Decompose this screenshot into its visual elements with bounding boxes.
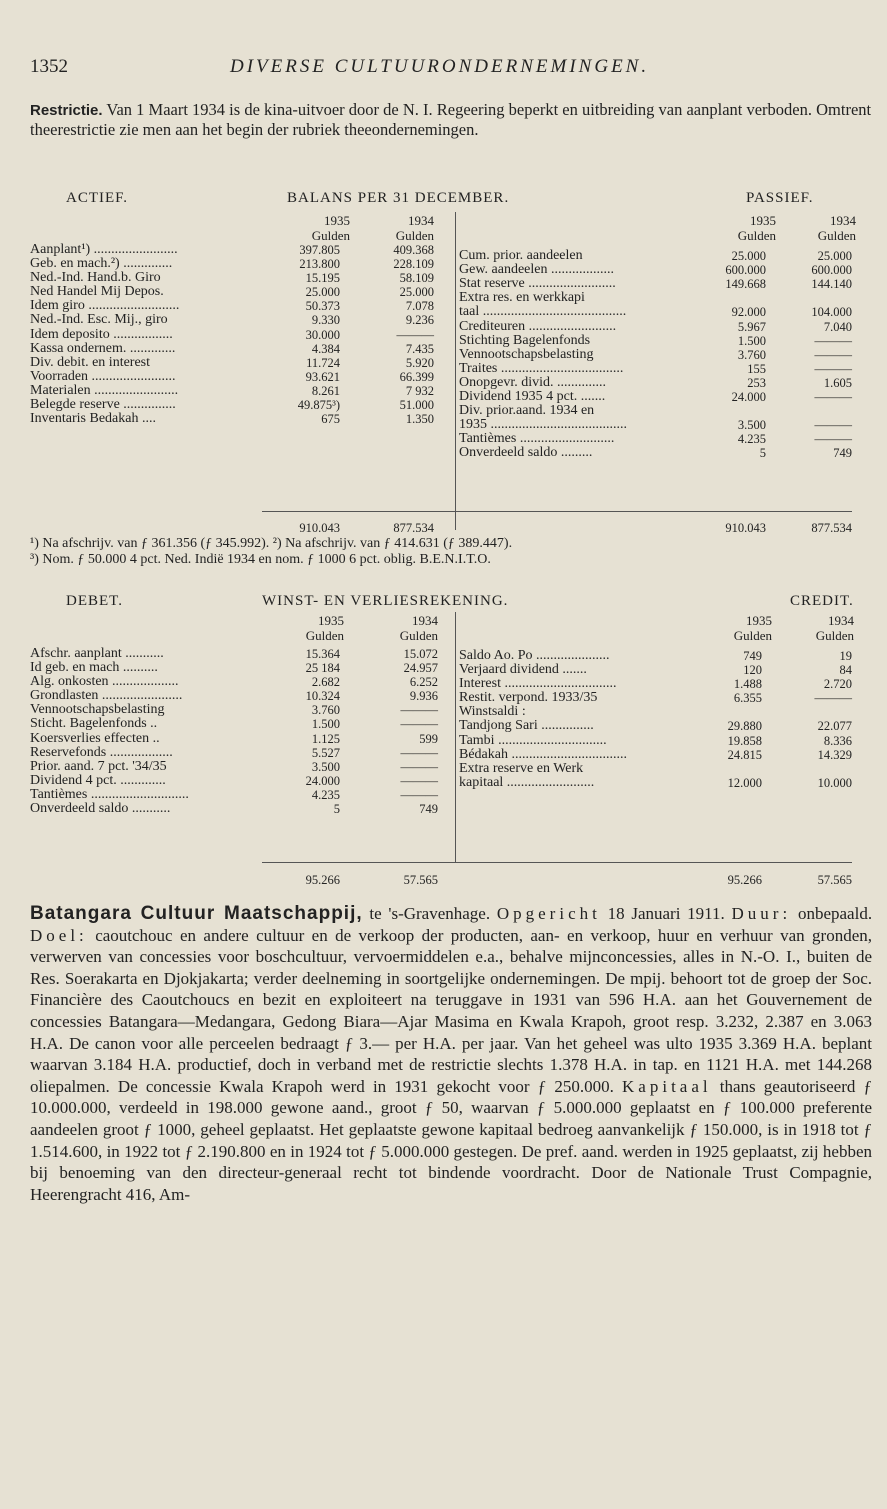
row-value-1934: 600.000 xyxy=(811,263,852,278)
table-row xyxy=(459,719,854,733)
row-value-1934: 228.109 xyxy=(393,257,434,272)
row-label: Traites ................................... xyxy=(459,360,624,376)
table-row xyxy=(30,243,435,257)
pl-credit-table xyxy=(459,649,854,790)
row-label: Restit. verpond. 1933/35 xyxy=(459,690,598,706)
table-row xyxy=(459,263,854,277)
row-value-1934: ——— xyxy=(400,703,438,718)
row-value-1934: 749 xyxy=(419,802,438,817)
table-row xyxy=(459,418,854,432)
row-value-1934: 15.072 xyxy=(403,647,438,661)
row-value-1935: 29.880 xyxy=(727,719,762,734)
row-value-1934: 84 xyxy=(839,663,852,678)
table-row xyxy=(459,691,854,705)
row-label: Extra res. en werkkapi xyxy=(459,290,585,306)
row-value-1935: 25.000 xyxy=(731,249,766,264)
row-value-1935: 24.000 xyxy=(731,390,766,405)
row-label: Ned Handel Mij Depos. xyxy=(30,284,164,300)
row-value-1934: 1.605 xyxy=(823,375,852,390)
row-label: Tandjong Sari ............... xyxy=(459,718,594,734)
row-value-1935: 92.000 xyxy=(731,305,766,320)
pl-left-col-1934: 1934 Gulden xyxy=(399,613,438,643)
row-value-1934: ——— xyxy=(814,361,852,376)
row-label: Idem deposito ................. xyxy=(30,326,173,342)
table-row xyxy=(459,277,854,291)
row-label: Inventaris Bedakah .... xyxy=(30,411,156,427)
table-row xyxy=(30,675,440,689)
row-value-1934: 8.336 xyxy=(823,733,852,748)
row-label: Alg. onkosten ................... xyxy=(30,674,179,690)
table-row xyxy=(459,432,854,446)
row-label: kapitaal ......................... xyxy=(459,774,595,790)
balance-left-col-1935: 1935 Gulden xyxy=(311,213,350,243)
row-label: Prior. aand. 7 pct. '34/35 xyxy=(30,758,167,774)
row-value-1934: 19 xyxy=(839,649,852,663)
table-row xyxy=(30,356,435,370)
company-name: Batangara Cultuur Maatschappij, xyxy=(30,903,363,924)
row-value-1935: 50.373 xyxy=(305,299,340,314)
row-value-1935: 3.760 xyxy=(737,347,766,362)
row-value-1935: 5 xyxy=(759,446,766,461)
row-value-1934: 24.957 xyxy=(403,661,438,676)
row-value-1935: 4.235 xyxy=(737,432,766,447)
doel-value: caoutchouc en andere cultuur en de verkoop der producten, aan- en verkoop, huur en verhuur van gronden, verwerven van concessies voor boschcultuur, vervoermiddelen e.a., behalve mijnconcessies, alles in N.-O. I., buiten de Res. Soerakarta en Djokjakarta; verder deelneming in soortgelijke ondernemingen. De mpij. behoort tot de groep der Soc. Financière des Caoutchoucs en bezit en exploiteert na teruggave in 1931 van 596 H.A. aan het Gouvernement de concessies Batangara—Medangara, Gedong Biara—Ajar Masima en Kwala Krapoh, groot resp. 3.232, 2.387 en 3.063 H.A. De canon voor alle perceelen bedraagt ƒ 3.— per H.A. per jaar. Van het geheel was ulto 1935 3.369 H.A. beplant waarvan 3.184 H.A. productief, doch in verband met de restrictie slechts 1.378 H.A. in tap. en 1121 H.A. met 144.268 oliepalmen. De concessie Kwala Krapoh werd in 1931 gekocht voor ƒ 250.000. xyxy=(30,925,872,1096)
page-number: 1352 xyxy=(30,56,68,77)
row-label: Vennootschapsbelasting xyxy=(30,702,165,718)
pl-right-total-1935: 95.266 xyxy=(727,873,762,887)
row-label: Bédakah ................................. xyxy=(459,746,627,762)
table-row xyxy=(30,746,440,760)
row-label: Voorraden ........................ xyxy=(30,368,176,384)
table-row xyxy=(459,748,854,762)
row-value-1934: 5.920 xyxy=(405,355,434,370)
row-value-1935: 12.000 xyxy=(727,775,762,790)
table-row xyxy=(30,732,440,746)
row-value-1935: 397.805 xyxy=(299,243,340,257)
row-value-1935: 1.500 xyxy=(737,333,766,348)
restrictie-text: Van 1 Maart 1934 is de kina-uitvoer door de N. I. Regeering beperkt en uitbreiding van aanplant verboden. Omtrent theerestrictie zie men aan het begin der rubriek theeondernemingen. xyxy=(30,100,872,139)
table-row xyxy=(459,677,854,691)
row-value-1935: 3.500 xyxy=(311,759,340,774)
pl-right-col-1934: 1934 Gulden xyxy=(815,613,854,643)
row-value-1935: 19.858 xyxy=(727,733,762,748)
balance-left-col-1934: 1934 Gulden xyxy=(395,213,434,243)
row-value-1934: 10.000 xyxy=(817,775,852,790)
row-label: Crediteuren ......................... xyxy=(459,318,617,334)
table-row xyxy=(459,348,854,362)
row-value-1935: 6.355 xyxy=(733,691,762,706)
row-value-1934: 9.236 xyxy=(405,313,434,328)
pl-divider xyxy=(455,612,456,862)
row-label: Tantièmes ........................... xyxy=(459,431,615,447)
pl-right-total-1934: 57.565 xyxy=(817,873,852,887)
row-value-1935: 4.235 xyxy=(311,787,340,802)
credit-title: CREDIT. xyxy=(790,593,854,609)
running-title: DIVERSE CULTUURONDERNEMINGEN. xyxy=(230,56,650,77)
table-row xyxy=(30,774,440,788)
row-value-1935: 15.364 xyxy=(305,647,340,661)
table-row xyxy=(30,370,435,384)
row-value-1934: 144.140 xyxy=(811,277,852,292)
balance-left-total-1934: 877.534 xyxy=(393,521,434,535)
row-label: Tambi ............................... xyxy=(459,732,607,748)
balance-left-total-1935: 910.043 xyxy=(299,521,340,535)
row-value-1934: 409.368 xyxy=(393,243,434,257)
table-row xyxy=(459,235,854,249)
pl-debet-table xyxy=(30,647,440,816)
row-label: Belegde reserve ............... xyxy=(30,397,176,413)
table-row xyxy=(30,285,435,299)
row-value-1934: ——— xyxy=(396,327,434,342)
row-value-1934: ——— xyxy=(814,691,852,706)
balance-right-total-1935: 910.043 xyxy=(725,521,766,535)
row-value-1934: ——— xyxy=(814,390,852,405)
balance-note-2: ³) Nom. ƒ 50.000 4 pct. Ned. Indië 1934 en nom. ƒ 1000 6 pct. oblig. B.E.N.I.T.O. xyxy=(30,552,491,567)
opgericht-value: 18 Januari 1911. xyxy=(607,904,725,923)
table-row xyxy=(30,271,435,285)
row-label: Verjaard dividend ....... xyxy=(459,662,587,678)
row-label: Aanplant¹) ........................ xyxy=(30,242,178,257)
balance-title: BALANS PER 31 DECEMBER. xyxy=(287,190,510,206)
pl-right-col-1935: 1935 Gulden xyxy=(733,613,772,643)
table-row xyxy=(30,412,435,426)
page-header xyxy=(30,56,860,86)
table-row xyxy=(30,802,440,816)
row-value-1934: 25.000 xyxy=(817,249,852,264)
row-label: Div. prior.aand. 1934 en xyxy=(459,403,595,419)
balance-actief-table xyxy=(30,243,435,426)
kapitaal-value: thans geautoriseerd ƒ 10.000.000, verdeeld in 198.000 gewone aand., groot ƒ 50, waarvan ƒ 5.000.000 geplaatst en ƒ 100.000 preferente aandeelen groot ƒ 1000, geheel geplaatst. Het geplaatste gewone kapitaal bedroeg aanvankelijk ƒ 150.000, is in 1918 tot ƒ 1.514.600, in 1922 tot ƒ 2.190.800 en in 1924 tot ƒ 5.000.000 gestegen. De pref. aand. werden in 1925 geplaatst, zij hebben bij benoeming van den directeur-generaal recht tot bindende voordracht. Door de Nationale Trust Compagnie, Heerengracht 416, Am- xyxy=(30,1076,873,1204)
row-label: Interest ................................ xyxy=(459,676,617,692)
row-label: taal ......................................... xyxy=(459,304,627,320)
duur-value: onbepaald. xyxy=(797,904,873,923)
row-value-1935: 15.195 xyxy=(305,271,340,286)
pl-left-col-1935: 1935 Gulden xyxy=(305,613,344,643)
row-value-1934: ——— xyxy=(400,745,438,760)
actief-title: ACTIEF. xyxy=(66,190,129,206)
row-value-1934: ——— xyxy=(400,717,438,732)
row-label: Koersverlies effecten .. xyxy=(30,730,160,746)
table-row xyxy=(30,398,435,412)
row-value-1935: 213.800 xyxy=(299,257,340,272)
table-row xyxy=(459,291,854,305)
table-row xyxy=(30,257,435,271)
row-value-1934: 25.000 xyxy=(399,285,434,300)
row-label: Geb. en mach.²) .............. xyxy=(30,256,173,272)
table-row xyxy=(30,328,435,342)
company-location: te 's-Gravenhage. xyxy=(369,904,491,923)
row-label: Dividend 4 pct. ............. xyxy=(30,772,166,788)
row-value-1935: 600.000 xyxy=(725,263,766,278)
row-value-1934: ——— xyxy=(400,759,438,774)
row-value-1934: ——— xyxy=(814,333,852,348)
table-row xyxy=(459,663,854,677)
table-row xyxy=(30,689,440,703)
debet-title: DEBET. xyxy=(66,593,123,609)
row-label: Sticht. Bagelenfonds .. xyxy=(30,716,158,732)
row-value-1935: 1.125 xyxy=(311,731,340,746)
row-value-1935: 155 xyxy=(747,361,766,376)
row-value-1935: 749 xyxy=(743,649,762,663)
table-row xyxy=(459,446,854,460)
table-row xyxy=(459,320,854,334)
table-row xyxy=(30,703,440,717)
row-label: Saldo Ao. Po ..................... xyxy=(459,648,610,663)
row-value-1934: 2.720 xyxy=(823,677,852,692)
row-value-1934: ——— xyxy=(400,773,438,788)
row-value-1934: 7.040 xyxy=(823,319,852,334)
kapitaal-label: Kapitaal xyxy=(622,1076,712,1096)
doel-label: Doel: xyxy=(30,925,88,945)
row-label: Onopgevr. divid. .............. xyxy=(459,374,606,390)
row-label: Afschr. aanplant ........... xyxy=(30,646,164,661)
table-row xyxy=(30,788,440,802)
row-value-1935: 11.724 xyxy=(306,355,340,370)
table-row xyxy=(459,362,854,376)
pl-left-total-1935: 95.266 xyxy=(305,873,340,887)
row-label: Dividend 1935 4 pct. ....... xyxy=(459,389,606,405)
row-value-1934: 22.077 xyxy=(817,719,852,734)
row-value-1934: 66.399 xyxy=(399,369,434,384)
table-row xyxy=(459,376,854,390)
table-row xyxy=(459,390,854,404)
row-value-1935: 49.875³) xyxy=(297,398,340,413)
balance-total-rule xyxy=(262,511,852,512)
row-label: 1935 ....................................... xyxy=(459,417,627,433)
balance-right-total-1934: 877.534 xyxy=(811,521,852,535)
row-label: Winstsaldi : xyxy=(459,704,526,720)
table-row xyxy=(459,404,854,418)
table-row xyxy=(30,299,435,313)
row-value-1935: 5.967 xyxy=(737,319,766,334)
pl-title: WINST- EN VERLIESREKENING. xyxy=(262,593,509,609)
table-row xyxy=(459,334,854,348)
row-value-1935: 24.815 xyxy=(727,747,762,762)
row-label: Onverdeeld saldo ........... xyxy=(30,801,171,817)
row-value-1935: 675 xyxy=(321,412,340,427)
row-value-1935: 4.384 xyxy=(311,341,340,356)
row-value-1934: ——— xyxy=(400,787,438,802)
pl-left-total-1934: 57.565 xyxy=(403,873,438,887)
row-label: Vennootschapsbelasting xyxy=(459,346,594,362)
row-label: Stat reserve ......................... xyxy=(459,276,616,292)
table-row xyxy=(459,649,854,663)
row-value-1935: 149.668 xyxy=(725,277,766,292)
row-value-1934: ——— xyxy=(814,432,852,447)
row-label: Tantièmes ............................ xyxy=(30,786,189,802)
table-row xyxy=(459,249,854,263)
row-value-1935: 24.000 xyxy=(305,773,340,788)
row-value-1935: 3.760 xyxy=(311,703,340,718)
table-row xyxy=(459,734,854,748)
row-value-1934: ——— xyxy=(814,347,852,362)
row-label: Id geb. en mach .......... xyxy=(30,660,158,676)
row-label: Materialen ........................ xyxy=(30,382,179,398)
table-row xyxy=(30,760,440,774)
row-value-1935: 30.000 xyxy=(305,327,340,342)
row-value-1934: 7.078 xyxy=(405,299,434,314)
row-value-1935: 9.330 xyxy=(311,313,340,328)
row-value-1934: 7 932 xyxy=(405,383,434,398)
row-value-1935: 93.621 xyxy=(305,369,340,384)
row-value-1935: 5.527 xyxy=(311,745,340,760)
row-value-1935: 25.000 xyxy=(305,285,340,300)
row-label: Div. debit. en interest xyxy=(30,354,151,370)
row-value-1935: 2.682 xyxy=(311,675,340,690)
row-value-1935: 10.324 xyxy=(305,689,340,704)
row-value-1934: 58.109 xyxy=(399,271,434,286)
row-value-1934: 9.936 xyxy=(409,689,438,704)
row-value-1934: 104.000 xyxy=(811,305,852,320)
row-label: Kassa ondernem. ............. xyxy=(30,340,176,356)
table-row xyxy=(30,384,435,398)
row-value-1934: 14.329 xyxy=(817,747,852,762)
row-label: Extra reserve en Werk xyxy=(459,760,584,776)
row-value-1934: 599 xyxy=(419,731,438,746)
row-label: Ned.-Ind. Hand.b. Giro xyxy=(30,270,161,286)
passief-title: PASSIEF. xyxy=(746,190,814,206)
row-value-1935: 1.500 xyxy=(311,717,340,732)
pl-total-rule xyxy=(262,862,852,863)
row-value-1935: 1.488 xyxy=(733,677,762,692)
restrictie-paragraph xyxy=(30,100,872,139)
company-entry xyxy=(30,903,872,1205)
row-value-1935: 5 xyxy=(333,802,340,817)
row-value-1934: 6.252 xyxy=(409,675,438,690)
row-value-1934: 7.435 xyxy=(405,341,434,356)
row-value-1935: 25 184 xyxy=(305,661,340,676)
table-row xyxy=(459,776,854,790)
row-label: Idem giro .......................... xyxy=(30,298,180,314)
row-value-1934: ——— xyxy=(814,418,852,433)
balance-passief-table xyxy=(459,235,854,461)
balance-right-col-1935: 1935 Gulden xyxy=(737,213,776,243)
row-value-1934: 749 xyxy=(833,446,852,461)
balance-divider xyxy=(455,212,456,530)
table-row xyxy=(459,762,854,776)
row-value-1935: 8.261 xyxy=(311,383,340,398)
table-row xyxy=(30,647,440,661)
row-value-1935: 120 xyxy=(743,663,762,678)
row-label: Reservefonds .................. xyxy=(30,744,173,760)
table-row xyxy=(30,717,440,731)
duur-label: Duur: xyxy=(731,904,792,923)
table-row xyxy=(30,313,435,327)
row-label: Cum. prior. aandeelen xyxy=(459,248,583,264)
table-row xyxy=(459,305,854,319)
row-value-1935: 3.500 xyxy=(737,418,766,433)
row-label: Ned.-Ind. Esc. Mij., giro xyxy=(30,312,168,328)
table-row xyxy=(459,705,854,719)
balance-note-1: ¹) Na afschrijv. van ƒ 361.356 (ƒ 345.992). ²) Na afschrijv. van ƒ 414.631 (ƒ 389.447). xyxy=(30,536,513,551)
row-value-1935: 253 xyxy=(747,375,766,390)
row-label: Stichting Bagelenfonds xyxy=(459,332,591,348)
row-value-1934: 51.000 xyxy=(399,398,434,413)
row-label: Grondlasten ....................... xyxy=(30,688,183,704)
row-value-1934: 1.350 xyxy=(405,412,434,427)
table-row xyxy=(30,342,435,356)
table-row xyxy=(30,661,440,675)
restrictie-lead: Restrictie. xyxy=(30,102,103,119)
row-label: Onverdeeld saldo ......... xyxy=(459,445,593,461)
balance-right-col-1934: 1934 Gulden xyxy=(817,213,856,243)
opgericht-label: Opgericht xyxy=(496,904,601,923)
row-label: Gew. aandeelen .................. xyxy=(459,262,614,278)
